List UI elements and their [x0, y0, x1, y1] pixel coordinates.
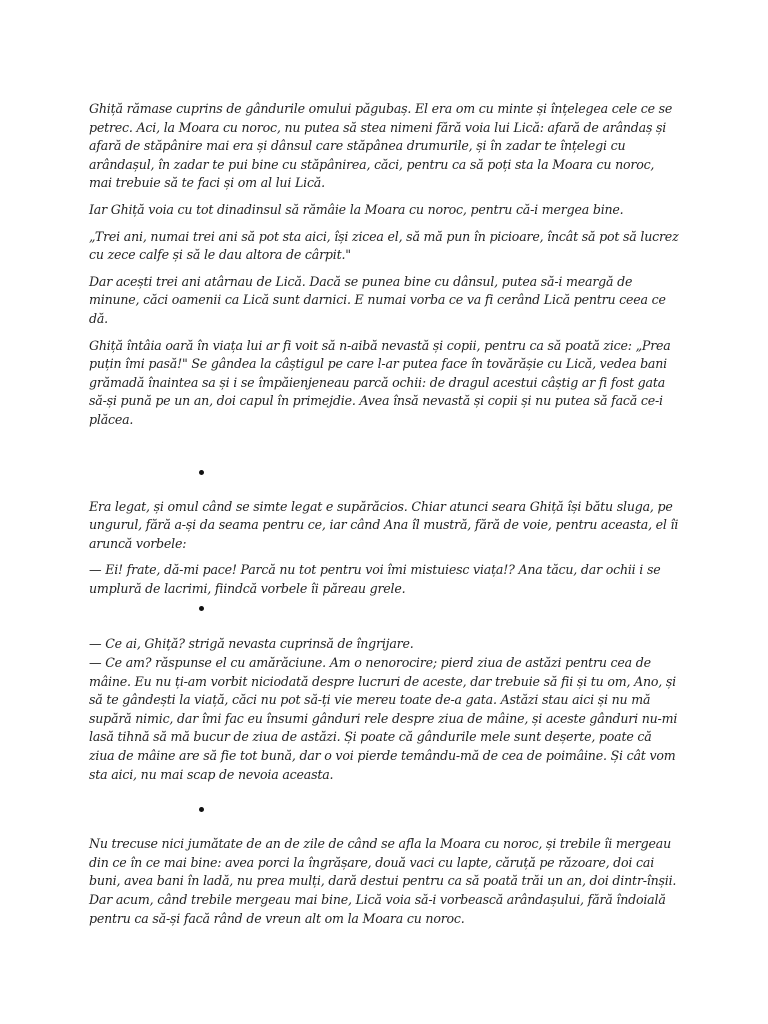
paragraph-3: „Trei ani, numai trei ani să pot sta aici, își zicea el, să mă pun în picioare, încât să pot să lucrez cu zece calfe și să le dau altora de cârpit." [89, 228, 679, 263]
paragraph-10: Nu trecuse nici jumătate de an de zile de când se afla la Moara cu noroc, și trebile îi mergeau din ce în ce mai bine: avea porci la îngrășare, două vaci cu lapte, căruță pe răzoare, doi cai buni, avea bani în ladă, nu prea mulți, dară destui pentru ca să poată trăi un an, doi dintr-înșii. Dar acum, când trebile mergeau mai bine, Lică voia să-i vorbească arândașului, fără îndoială pentru ca să-și facă rând de vreun alt om la Moara cu noroc. [89, 836, 677, 926]
paragraph-8: — Ce ai, Ghiță? strigă nevasta cuprinsă de îngrijare. [89, 636, 414, 652]
paragraph-6: Era legat, și omul când se simte legat e supărăcios. Chiar atunci seara Ghiță își bătu sluga, pe ungurul, fără a-și da seama pentru ce, iar când Ana îl mustră, fără de voie, pentru aceasta, el îi aruncă vorbele: [89, 498, 679, 551]
section-separator-2 [89, 600, 679, 620]
section-separator-3 [89, 801, 679, 821]
paragraph-1: Ghiță rămase cuprins de gândurile omului păgubaș. El era om cu minte și înțelegea cele ce se petrec. Aci, la Moara cu noroc, nu putea să stea nimeni fără voia lui Lică: afară de arândaș și afară de stăpânire mai era și dânsul care stăpânea drumurile, și în zadar te înțelegi cu arândașul, în zadar te pui bine cu stăpânirea, căci, pentru ca să poți sta la Moara cu noroc, mai trebuie să te faci și om al lui Lică. [89, 101, 673, 191]
paragraph-4: Dar acești trei ani atârnau de Lică. Dacă se punea bine cu dânsul, putea să-i meargă de minune, căci oamenii ca Lică sunt darnici. E numai vorba ce va fi cerând Lică pentru ceea ce dă. [89, 273, 666, 326]
document-page [89, 100, 679, 928]
paragraph-2: Iar Ghiță voia cu tot dinadinsul să rămâie la Moara cu noroc, pentru că-i mergea bine. [89, 201, 624, 217]
bullet-icon [199, 807, 204, 812]
bullet-icon [199, 606, 204, 611]
paragraph-5: Ghiță întâia oară în viața lui ar fi voit să n-aibă nevastă și copii, pentru ca să poată zice: „Prea puțin îmi pasă!" Se gândea la câștigul pe care l-ar putea face în tovărășie cu Lică, vedea bani grămadă înaintea sa și i se împăienjeneau parcă ochii: de dragul acestui câștig ar fi fost gata să-și pună pe un an, doi capul în primejdie. Avea însă nevastă și copii și nu putea să facă ce-i plăcea. [89, 337, 671, 427]
paragraph-7: — Ei! frate, dă-mi pace! Parcă nu tot pentru voi îmi mistuiesc viața!? Ana tăcu, dar ochii i se umplură de lacrimi, fiindcă vorbele îi păreau grele. [89, 562, 661, 596]
bullet-icon [199, 470, 204, 475]
paragraph-9: — Ce am? răspunse el cu amărăciune. Am o nenorocire; pierd ziua de astăzi pentru cea de mâine. Eu nu ți-am vorbit niciodată despre lucruri de aceste, dar trebuie să fii și tu om, Ano, și să te gândești la viață, căci nu pot să-ți vie mereu toate de-a gata. Astăzi stau aici și nu mă supără nimic, dar îmi fac eu însumi gânduri rele despre ziua de mâine, și aceste gânduri nu-mi lasă tihnă să mă bucur de ziua de astăzi. Și poate că gândurile mele sunt deșerte, poate că ziua de mâine are să fie tot bună, dar o voi pierde temându-mă de cea de poimâine. Și cât vom sta aici, nu mai scap de nevoia aceasta. [89, 655, 678, 782]
section-separator-1 [89, 464, 679, 484]
